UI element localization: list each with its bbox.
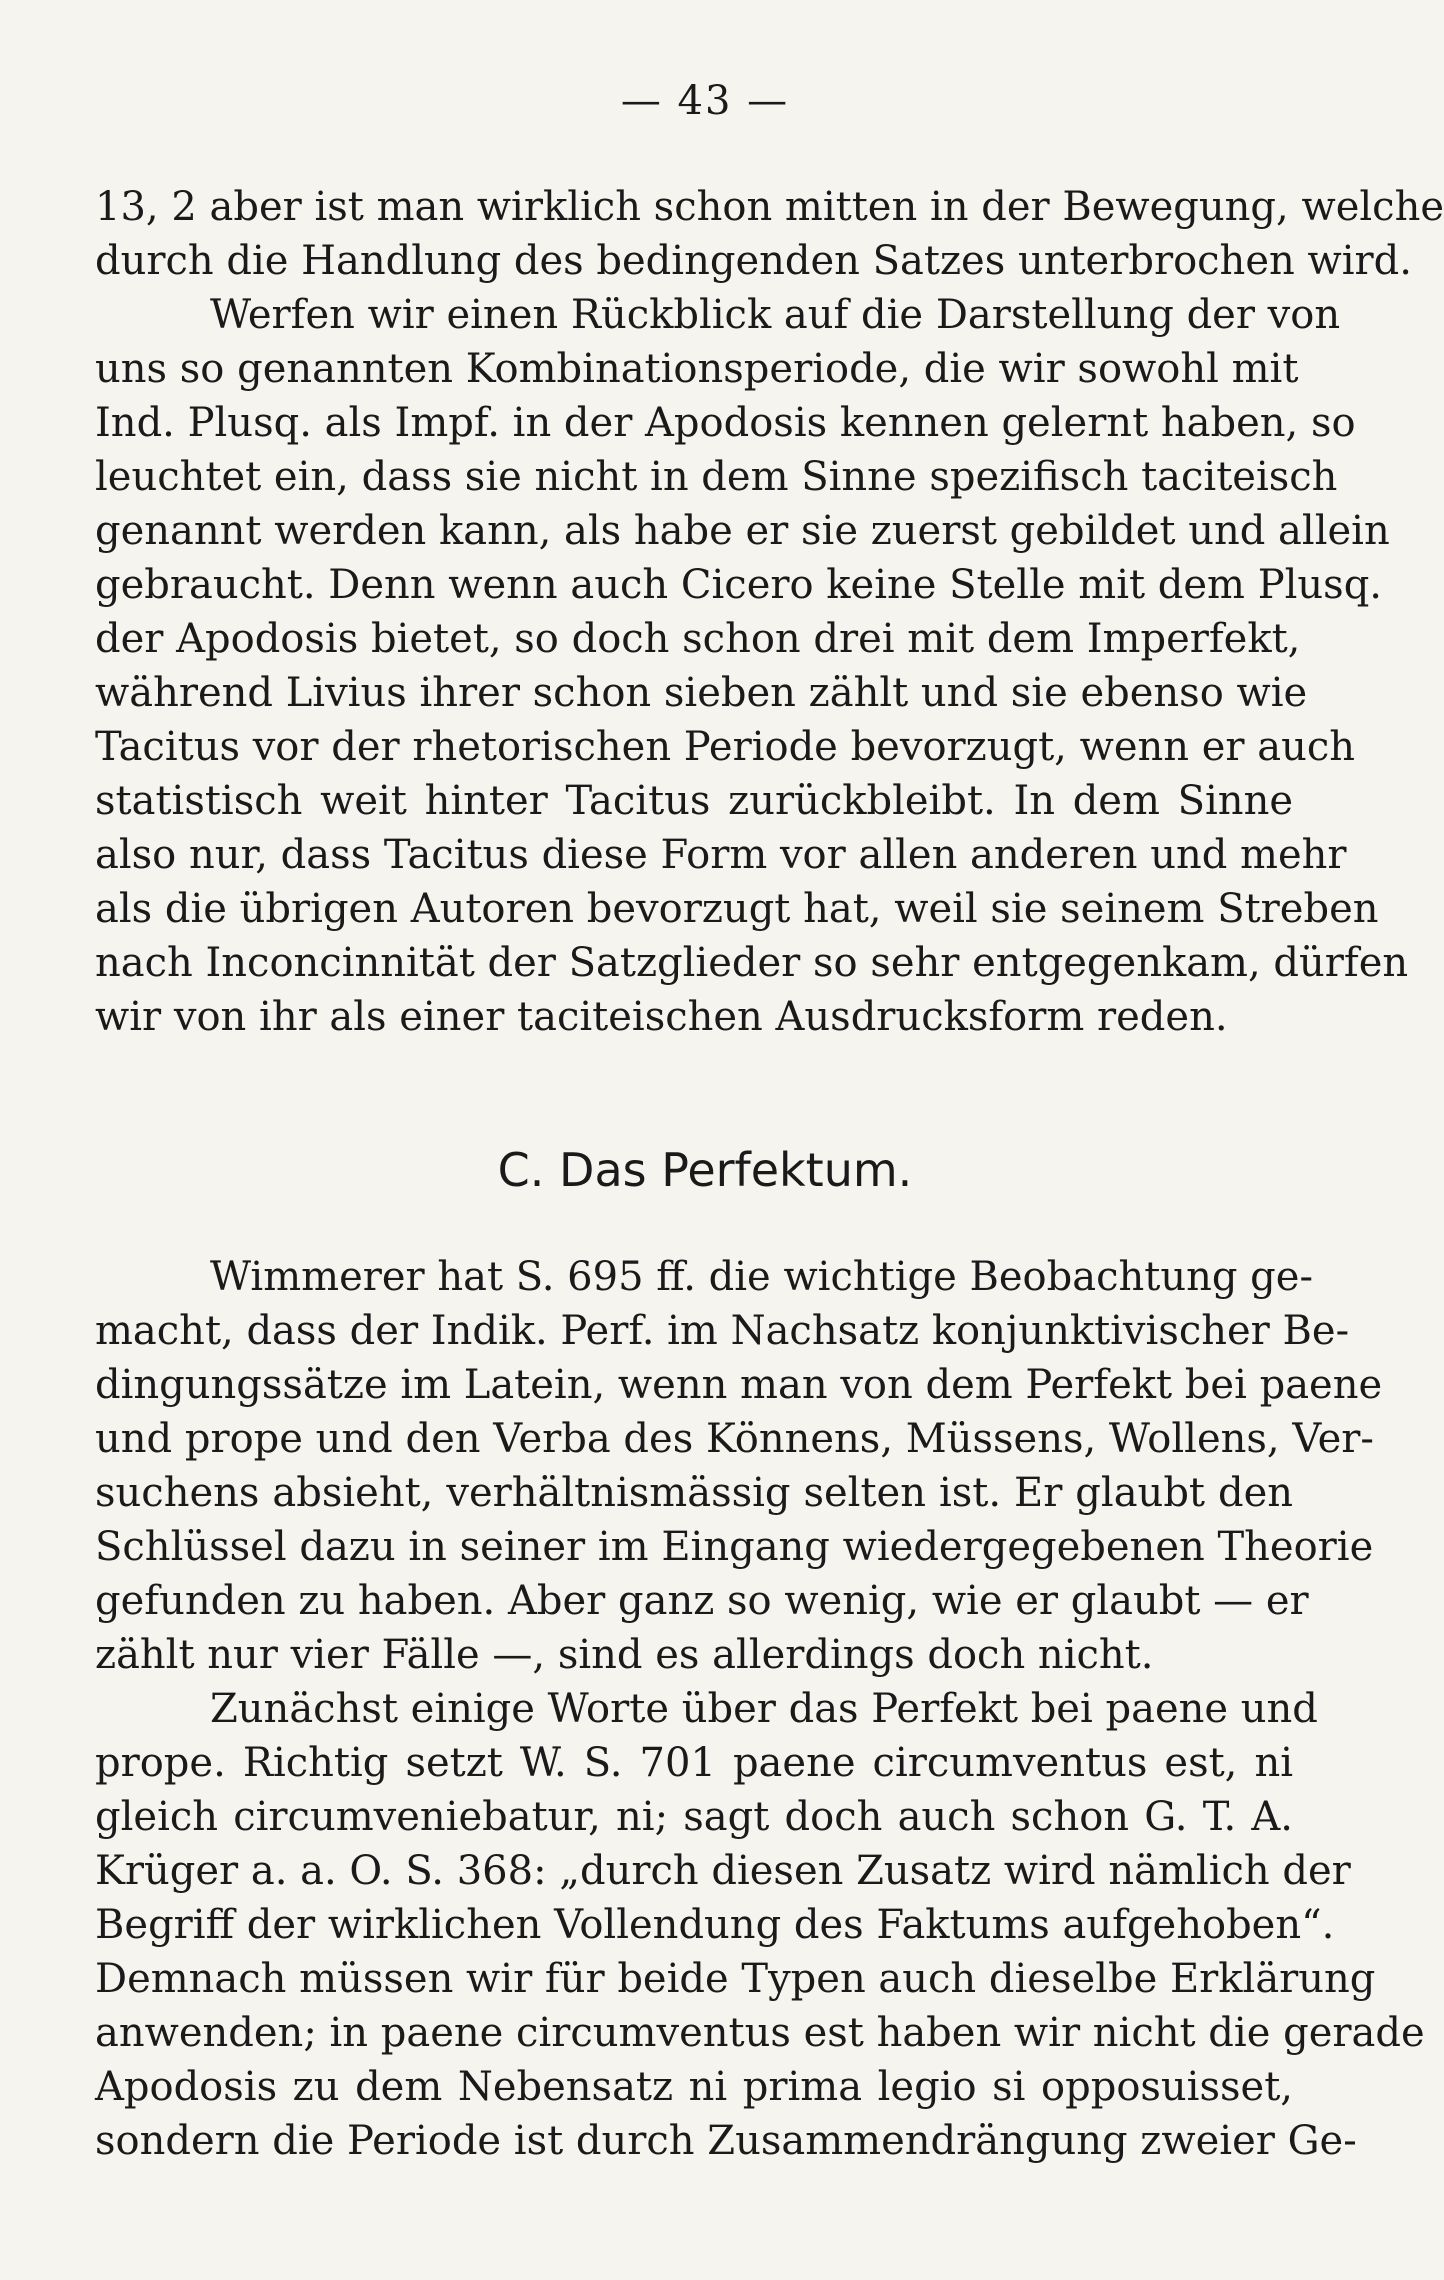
text-line: Wimmerer hat S. 695 ff. die wichtige Beobachtung ge- <box>210 1254 1313 1300</box>
text-line: statistisch weit hinter Tacitus zurückbleibt. In dem Sinne <box>95 778 1293 824</box>
text-line: anwenden; in paene circumventus est haben wir nicht die gerade <box>95 2010 1425 2056</box>
text-line: zählt nur vier Fälle —, sind es allerdings doch nicht. <box>95 1632 1154 1678</box>
text-line: als die übrigen Autoren bevorzugt hat, weil sie seinem Streben <box>95 886 1379 932</box>
text-line: Krüger a. a. O. S. 368: „durch diesen Zusatz wird nämlich der <box>95 1848 1351 1894</box>
text-line: gebraucht. Denn wenn auch Cicero keine Stelle mit dem Plusq. <box>95 562 1383 608</box>
text-line: macht, dass der Indik. Perf. im Nachsatz konjunktivischer Be- <box>95 1308 1350 1354</box>
paragraph-perfektum <box>95 1250 1425 2168</box>
text-line: nach Inconcinnität der Satzglieder so sehr entgegenkam, dürfen <box>95 940 1409 986</box>
text-line: Apodosis zu dem Nebensatz ni prima legio si opposuisset, <box>95 2064 1293 2110</box>
text-line: sondern die Periode ist durch Zusammendrängung zweier Ge- <box>95 2118 1357 2164</box>
page-number: — 43 — <box>620 78 790 124</box>
text-line: Schlüssel dazu in seiner im Eingang wiedergegebenen Theorie <box>95 1524 1374 1570</box>
text-line: und prope und den Verba des Könnens, Müssens, Wollens, Ver- <box>95 1416 1374 1462</box>
text-line: gefunden zu haben. Aber ganz so wenig, wie er glaubt — er <box>95 1578 1309 1624</box>
text-line: Demnach müssen wir für beide Typen auch dieselbe Erklärung <box>95 1956 1376 2002</box>
text-line: wir von ihr als einer taciteischen Ausdrucksform reden. <box>95 994 1228 1040</box>
text-line: 13, 2 aber ist man wirklich schon mitten in der Bewegung, welche <box>95 184 1444 230</box>
text-line: prope. Richtig setzt W. S. 701 paene circumventus est, ni <box>95 1740 1293 1786</box>
text-line: gleich circumveniebatur, ni; sagt doch auch schon G. T. A. <box>95 1794 1293 1840</box>
text-line: Zunächst einige Worte über das Perfekt bei paene und <box>210 1686 1318 1732</box>
text-line: dingungssätze im Latein, wenn man von dem Perfekt bei paene <box>95 1362 1383 1408</box>
text-line: Werfen wir einen Rückblick auf die Darstellung der von <box>210 292 1341 338</box>
text-line: suchens absieht, verhältnismässig selten ist. Er glaubt den <box>95 1470 1293 1516</box>
text-line: uns so genannten Kombinationsperiode, die wir sowohl mit <box>95 346 1299 392</box>
text-line: Tacitus vor der rhetorischen Periode bevorzugt, wenn er auch <box>95 724 1356 770</box>
text-line: also nur, dass Tacitus diese Form vor allen anderen und mehr <box>95 832 1347 878</box>
text-line: der Apodosis bietet, so doch schon drei mit dem Imperfekt, <box>95 616 1301 662</box>
text-line: Ind. Plusq. als Impf. in der Apodosis kennen gelernt haben, so <box>95 400 1356 446</box>
text-line: Begriff der wirklichen Vollendung des Faktums aufgehoben“. <box>95 1902 1335 1948</box>
paragraph-kombinationsperiode <box>95 180 1444 1044</box>
text-line: leuchtet ein, dass sie nicht in dem Sinne spezifisch taciteisch <box>95 454 1338 500</box>
text-line: während Livius ihrer schon sieben zählt und sie ebenso wie <box>95 670 1308 716</box>
text-line: durch die Handlung des bedingenden Satzes unterbrochen wird. <box>95 238 1412 284</box>
section-heading: C. Das Perfektum. <box>497 1143 913 1197</box>
text-line: genannt werden kann, als habe er sie zuerst gebildet und allein <box>95 508 1390 554</box>
